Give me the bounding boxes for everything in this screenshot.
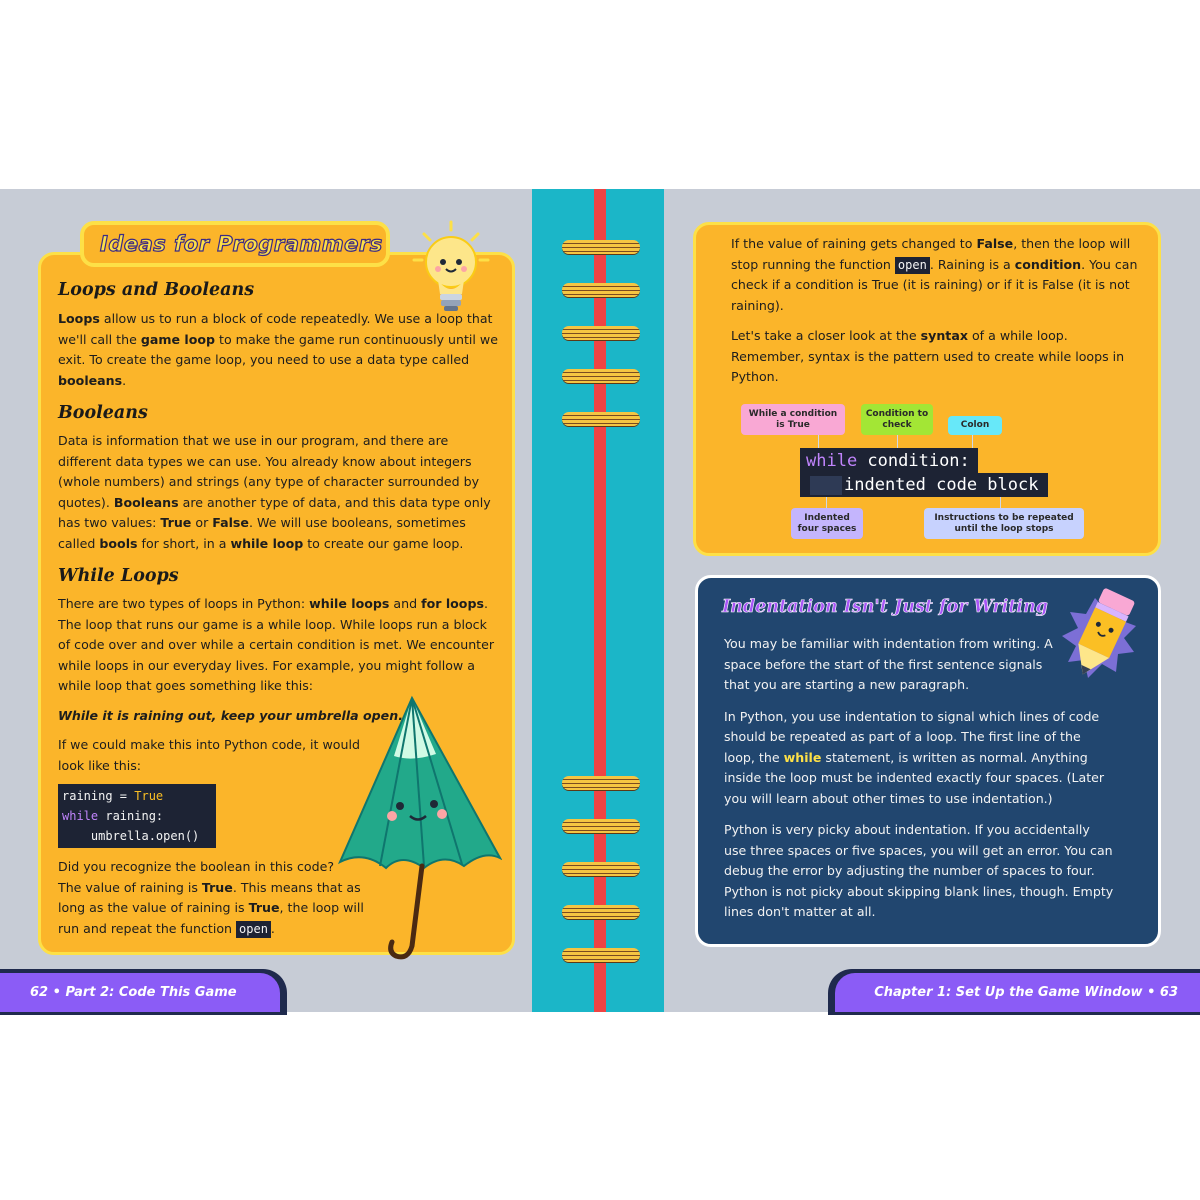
sidebar-paragraph-3: Python is very picky about indentation. If you accidentally use three spaces or five spaces, you will get an error. You can debug the error by adjusting the number of spaces to four. Python is not picky about skipping blank lines, though. Empty lines don't matter at all. [724,822,1114,919]
recognize-question: Did you recognize the boolean in this code? [58,859,334,874]
binding-ring [562,948,640,962]
tag-colon: Colon [948,416,1002,435]
umbrella-icon [334,690,502,965]
binding-ring [562,240,640,254]
heading-booleans: Booleans [58,403,148,423]
heading-while-loops: While Loops [58,566,179,586]
umbrella-example: While it is raining out, keep your umbrella open. [58,707,403,723]
binding-ring [562,369,640,383]
right-footer [835,973,1200,1012]
syntax-paragraph: Let's take a closer look at the syntax of a while loop. Remember, syntax is the pattern used to create while loops in Python. [731,328,1125,384]
binding-ring [562,776,640,790]
tag-condition: Condition to check [861,404,933,435]
python-intro: If we could make this into Python code, it would look like this: [58,737,360,773]
spine-stripe [594,189,606,1012]
binding-ring [562,283,640,297]
sidebar-paragraph-1: You may be familiar with indentation from writing. A space before the start of the first sentence signals that you are starting a new paragraph. [724,636,1053,692]
ideas-banner [80,221,390,267]
sidebar-text [724,634,1114,923]
tag-instructions: Instructions to be repeated until the loop stops [924,508,1084,539]
raining-code-block: raining = True while raining: umbrella.open() [58,784,216,848]
binding-ring [562,862,640,876]
binding-ring [562,819,640,833]
syntax-code-line2: indented code block [844,475,1039,495]
heading-loops-booleans: Loops and Booleans [58,280,255,300]
banner-title: Ideas for Programmers [100,232,383,256]
left-footer [0,973,280,1012]
booleans-paragraph: Data is information that we use in our program, and there are different data types we can use. You already know about integers (whole numbers) and strings (any type of character surrounded by quotes). Booleans are another type of data, and this data type only has two values: True or False. We will use booleans, sometimes called bools for short, in a while loop to create our game loop. [58,433,491,551]
left-page-number: 62 • Part 2: Code This Game [30,985,237,1000]
false-condition-paragraph: If the value of raining gets changed to False, then the loop will stop running the function open . Raining is a condition. You can check if a condition is True (it is raining) or if it is False (it is not raining). [731,236,1138,313]
syntax-code-line1: while condition: [806,451,970,471]
right-page-number: Chapter 1: Set Up the Game Window • 63 [874,985,1178,1000]
binding-ring [562,905,640,919]
lightbulb-icon [412,218,490,328]
binding-ring [562,412,640,426]
while-loops-paragraph: There are two types of loops in Python: while loops and for loops. The loop that runs our game is a while loop. While loops run a block of code over and over while a certain condition is met. We encounter while loops in our everyday lives. For example, you might follow a while loop that goes something like this: [58,596,495,693]
tag-while-true: While a condition is True [741,404,845,435]
tag-indented: Indented four spaces [791,508,863,539]
right-page-text [731,234,1141,388]
loops-intro-paragraph: Loops allow us to run a block of code repeatedly. We use a loop that we'll call the game loop to make the game run continuously until we exit. To create the game loop, you need to use a data type called booleans. [58,311,498,388]
value-paragraph: The value of raining is True. This means that as long as the value of raining is True, the loop will run and repeat the function open . [58,879,364,936]
sidebar-title: Indentation Isn't Just for Writing [722,597,1048,617]
sidebar-paragraph-2: In Python, you use indentation to signal which lines of code should be repeated as part of a loop. The first line of the loop, the while statement, is written as normal. Anything inside the loop must be indented exactly four spaces. (Later you will learn about other times to use indentation.) [724,708,1105,806]
indent-marker [810,476,842,495]
binding-ring [562,326,640,340]
